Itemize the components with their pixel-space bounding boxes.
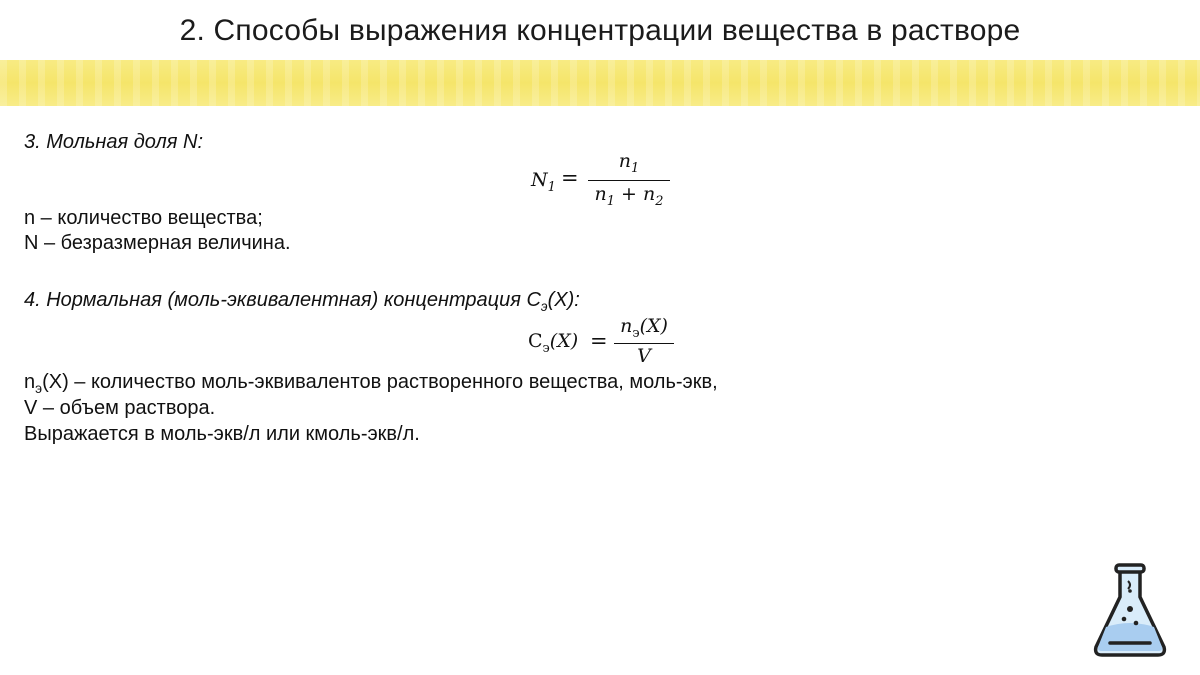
decorative-band [0,60,1200,106]
section4-line2: V – объем раствора. [24,397,216,419]
numerator: $n_1$ [618,150,640,176]
flask-icon [1090,561,1170,661]
equals-sign: = [590,329,608,353]
equals-sign: = [561,166,579,190]
formula-lhs: $C_э(X)$ [528,330,579,356]
numerator: $n_э(X)$ [620,315,668,341]
denominator: V [637,345,651,367]
formula-lhs: $N_1$ [531,169,556,195]
section4-heading: 4. Нормальная (моль-эквивалентная) концентрация $C_э(X)$: [24,289,580,314]
section4-line1: $n_э(X)$ – количество моль-эквивалентов растворенного вещества, моль-экв, [24,371,718,396]
fraction-bar [588,180,670,181]
section3-line1: n – количество вещества; [24,207,263,229]
slide-title: 2. Способы выражения концентрации вещества в растворе [179,14,1021,47]
denominator: $n_1 + n_2$ [594,183,664,209]
section3-heading: 3. Мольная доля N: [24,131,204,153]
section4-line3: Выражается в моль-экв/л или кмоль-экв/л. [24,423,420,445]
section3-line2: N – безразмерная величина. [24,232,291,254]
